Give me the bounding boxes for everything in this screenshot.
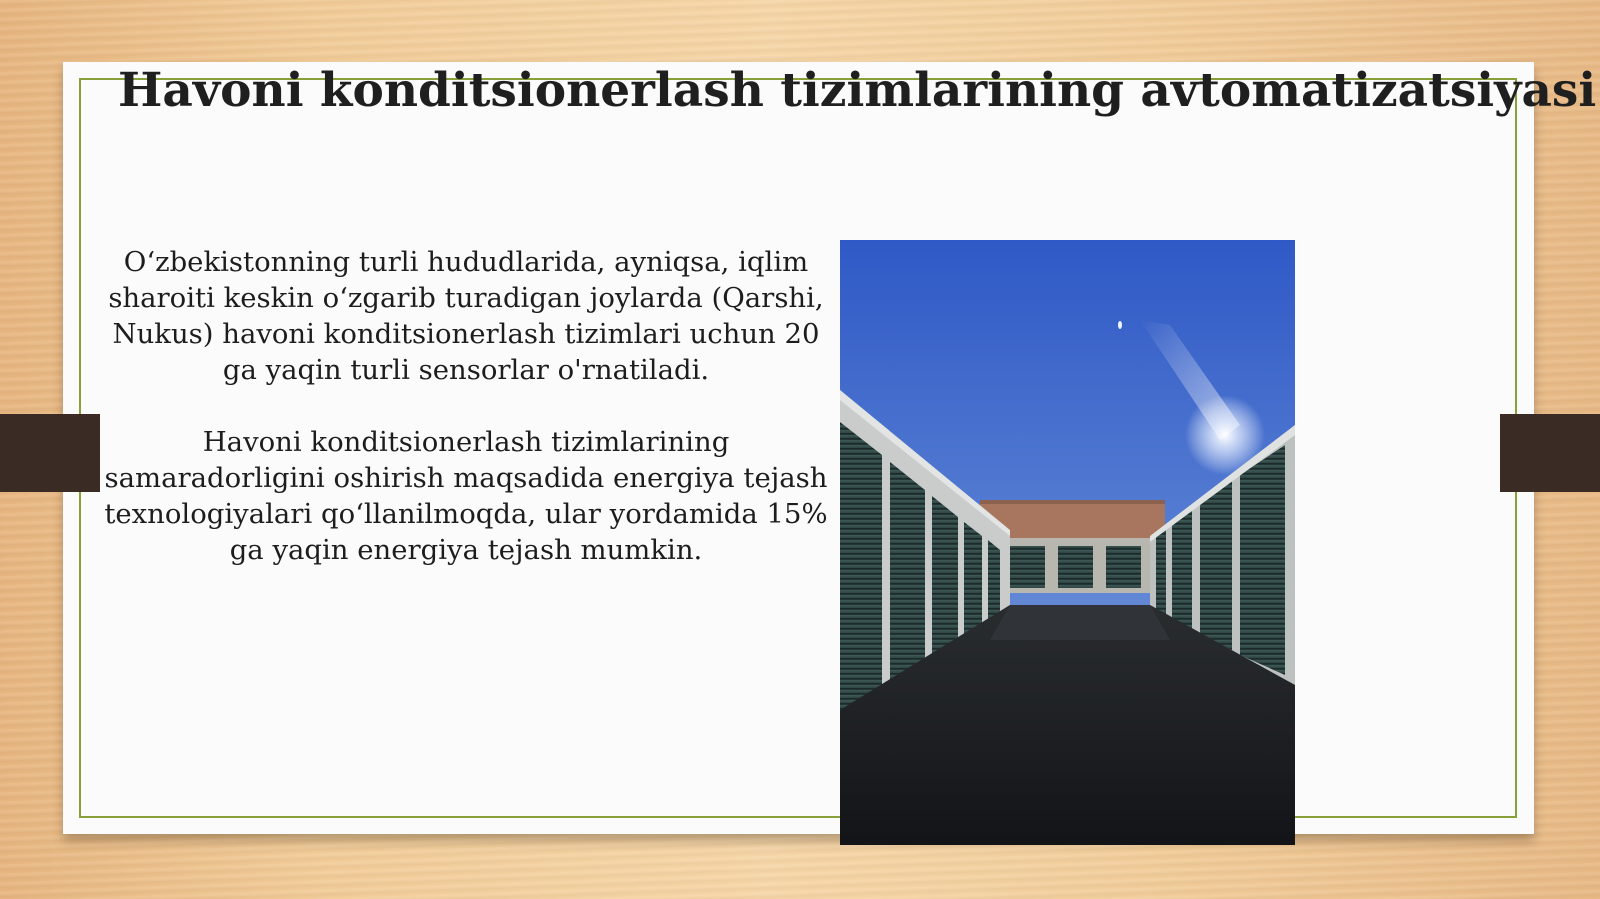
body-paragraph-2: Havoni konditsionerlash tizimlarining samaradorligini oshirish maqsadida energiya tejash texnologiyalari qo‘llanilmoqda, ular yordamida 15% ga yaqin energiya tejash mumkin.	[104, 426, 828, 566]
left-binder-tab	[0, 414, 100, 492]
paragraph-spacer	[104, 388, 828, 424]
slide-title: Havoni konditsionerlash tizimlarining avtomatizatsiyasi	[118, 63, 1597, 118]
right-binder-tab	[1500, 414, 1600, 492]
slide-body	[104, 244, 828, 568]
storage-units-photo	[840, 240, 1295, 845]
body-paragraph-1: O‘zbekistonning turli hududlarida, ayniqsa, iqlim sharoiti keskin o‘zgarib turadigan joylarda (Qarshi, Nukus) havoni konditsionerlash tizimlari uchun 20 ga yaqin turli sensorlar o'rnatiladi.	[108, 246, 824, 386]
